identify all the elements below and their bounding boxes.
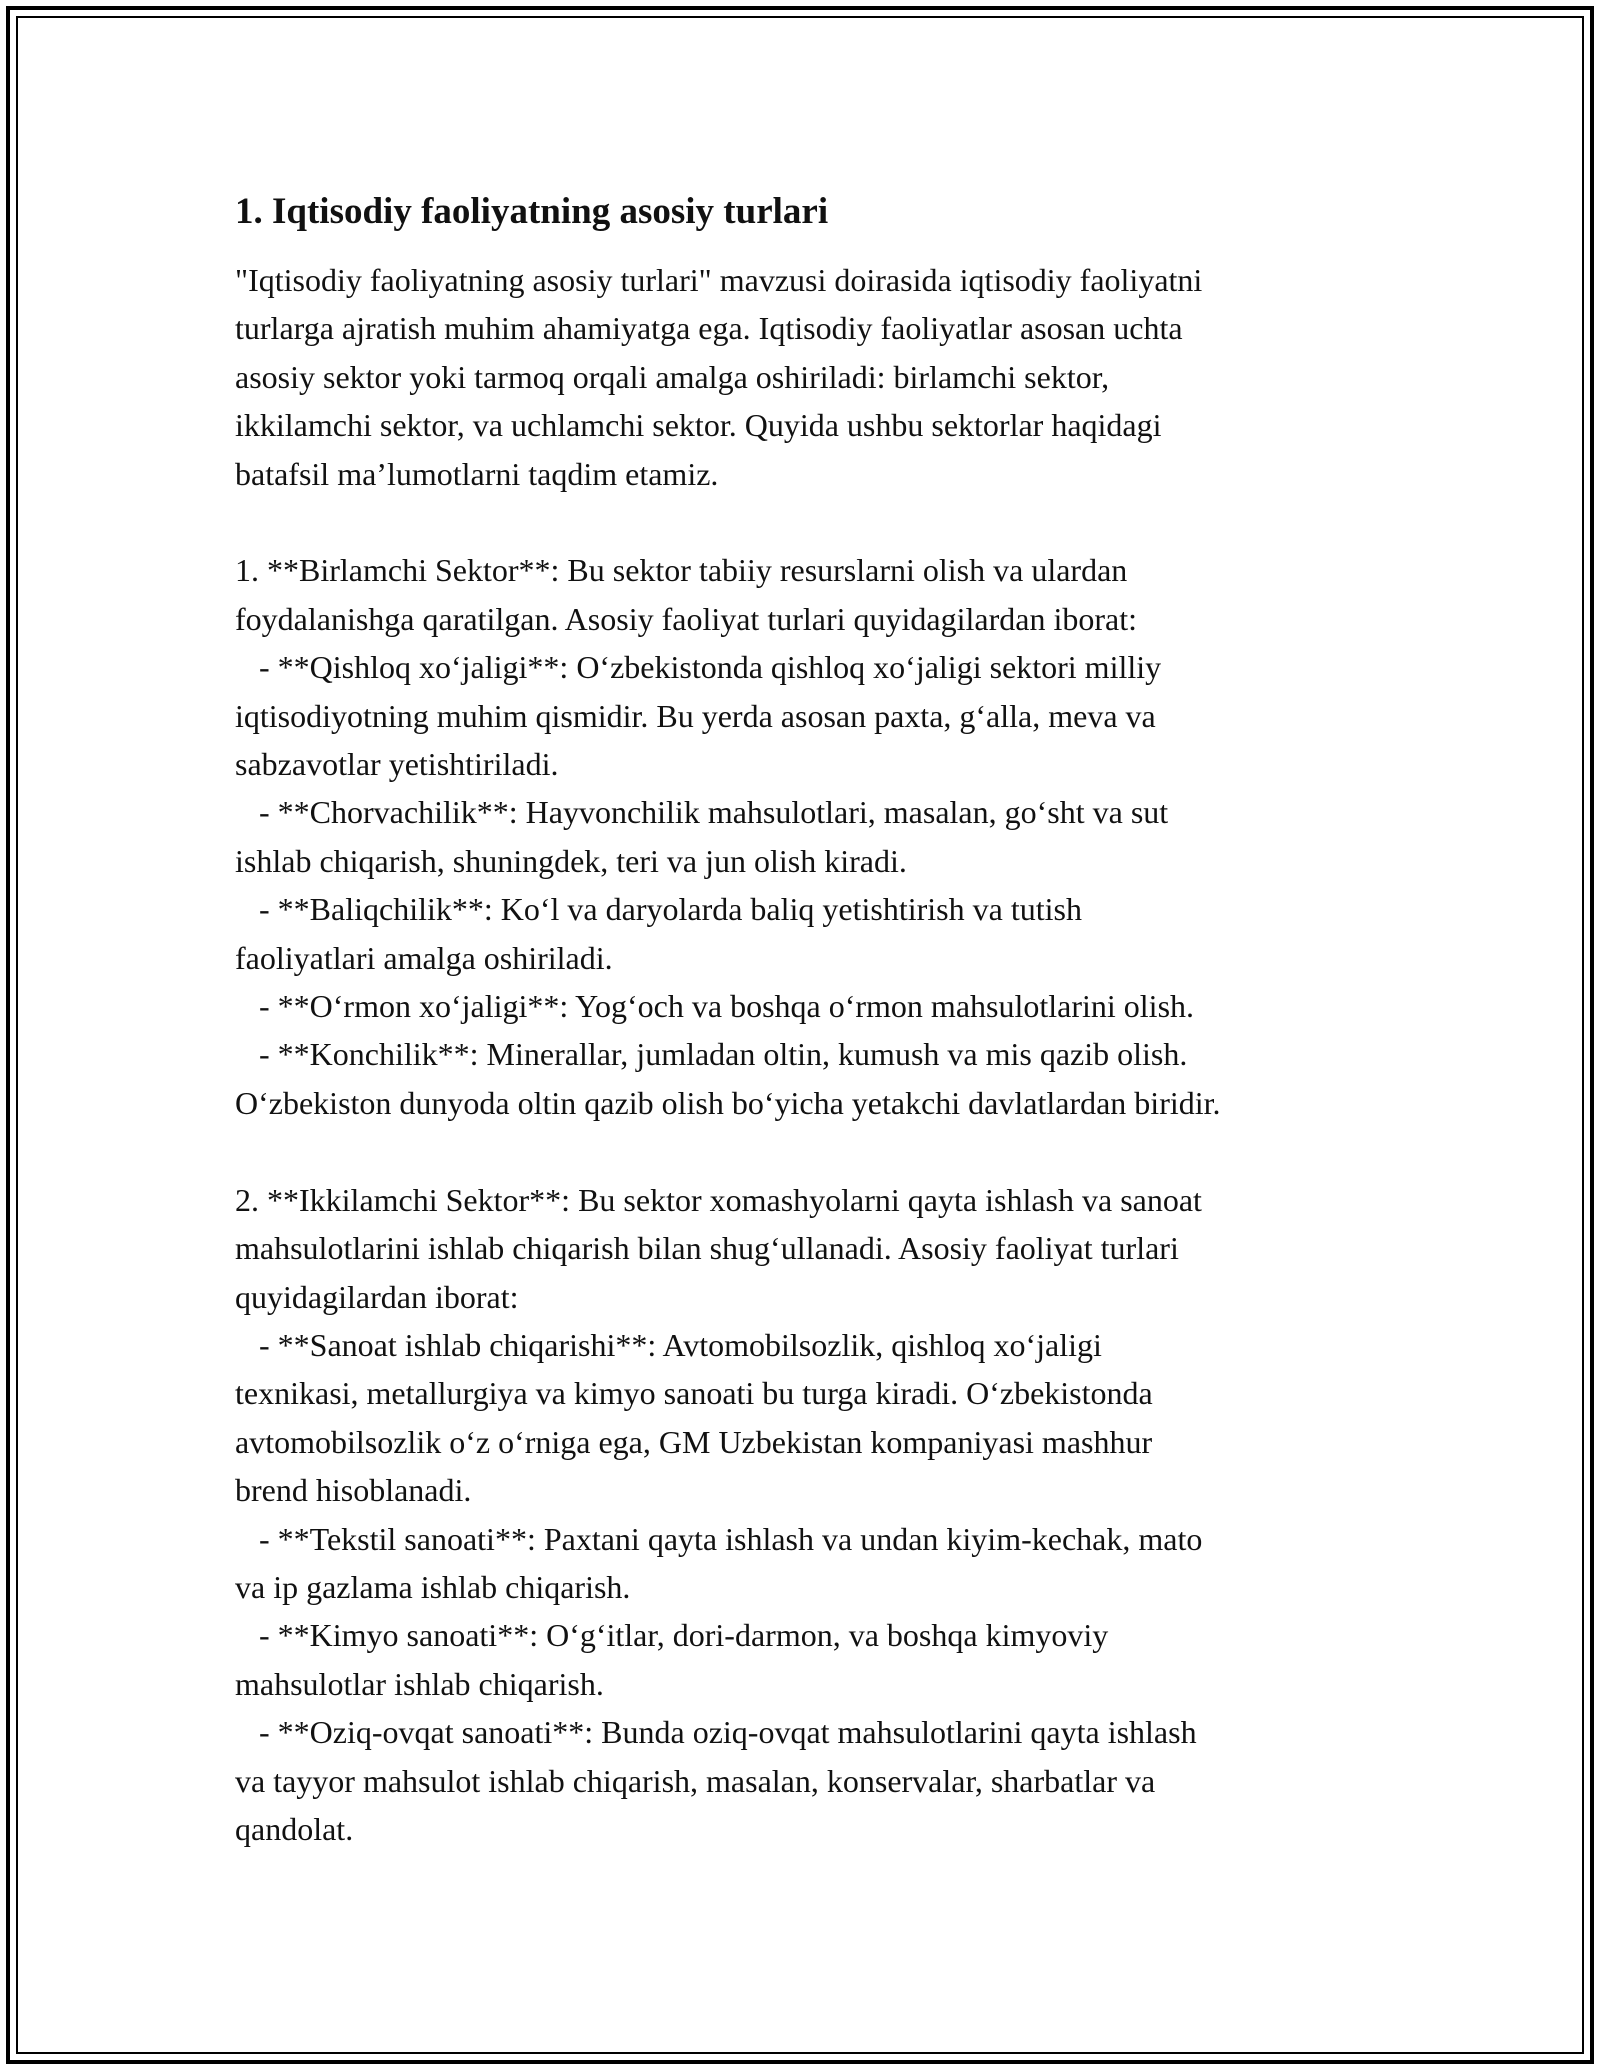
intro-paragraph: "Iqtisodiy faoliyatning asosiy turlari" mavzusi doirasida iqtisodiy faoliyatni turlarga ajratish muhim ahamiyatga ega. Iqtisodiy faoliyatlar asosan uchta asosiy sektor yoki tarmoq orqali amalga oshiriladi: birlamchi sektor, ikkilamchi sektor, va uchlamchi sektor. Quyida ushbu sektorlar haqidagi batafsil ma’lumotlarni taqdim etamiz. [235, 262, 1203, 492]
document-title: 1. Iqtisodiy faoliyatning asosiy turlari [235, 191, 829, 232]
document-body [235, 188, 1375, 1853]
paragraph-spacer [235, 1127, 1375, 1175]
primary-sector-section: 1. **Birlamchi Sektor**: Bu sektor tabiiy resurslarni olish va ulardan foydalanishga qaratilgan. Asosiy faoliyat turlari quyidagilardan iborat: - **Qishloq xo‘jaligi**: O‘zbekistonda qishloq xo‘jaligi sektori milliy iqtisodiyotning muhim qismidir. Bu yerda asosan paxta, g‘alla, meva va sabzavotlar yetishtiriladi. - **Chorvachilik**: Hayvonchilik mahsulotlari, masalan, go‘sht va sut ishlab chiqarish, shuningdek, teri va jun olish kiradi. - **Baliqchilik**: Ko‘l va daryolarda baliq yetishtirish va tutish faoliyatlari amalga oshiriladi. - **O‘rmon xo‘jaligi**: Yog‘och va boshqa o‘rmon mahsulotlarini olish. - **Konchilik**: Minerallar, jumladan oltin, kumush va mis qazib olish. O‘zbekiston dunyoda oltin qazib olish bo‘yicha yetakchi davlatlardan biridir. [235, 552, 1221, 1121]
secondary-sector-section: 2. **Ikkilamchi Sektor**: Bu sektor xomashyolarni qayta ishlash va sanoat mahsulotlarini ishlab chiqarish bilan shug‘ullanadi. Asosiy faoliyat turlari quyidagilardan iborat: - **Sanoat ishlab chiqarishi**: Avtomobilsozlik, qishloq xo‘jaligi texnikasi, metallurgiya va kimyo sanoati bu turga kiradi. O‘zbekistonda avtomobilsozlik o‘z o‘rniga ega, GM Uzbekistan kompaniyasi mashhur brend hisoblanadi. - **Tekstil sanoati**: Paxtani qayta ishlash va undan kiyim-kechak, mato va ip gazlama ishlab chiqarish. - **Kimyo sanoati**: O‘g‘itlar, dori-darmon, va boshqa kimyoviy mahsulotlar ishlab chiqarish. - **Oziq-ovqat sanoati**: Bunda oziq-ovqat mahsulotlarini qayta ishlash va tayyor mahsulot ishlab chiqarish, masalan, konservalar, sharbatlar va qandolat. [235, 1181, 1203, 1847]
paragraph-spacer [235, 498, 1375, 546]
